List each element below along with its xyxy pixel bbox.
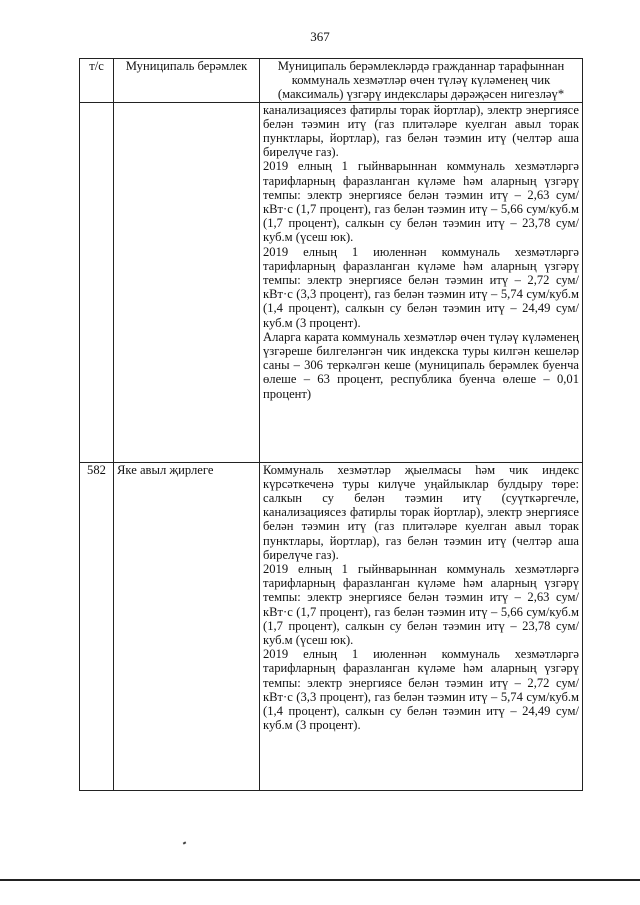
row-description <box>260 102 583 462</box>
description-paragraph: 2019 елның 1 гыйнварыннан коммуналь хезмәтләргә тарифларның фаразланган күләме һәм аларның үзгәрү темпы: электр энергиясе белән тәэмин итү – 2,63 сум/кВт·с (1,7 процент), газ белән тәэмин итү – 5,66 сум/куб.м (1,7 процент), салкын су белән тәэмин итү – 23,78 сум/куб.м (үсеш юк). <box>263 159 579 245</box>
row-index: 582 <box>80 462 114 790</box>
table-row <box>80 102 583 462</box>
row-municipality <box>114 102 260 462</box>
header-index: т/с <box>80 59 114 103</box>
page-number: 367 <box>310 29 330 44</box>
description-paragraph: Коммуналь хезмәтләр җыелмасы һәм чик индекс күрсәткеченә туры килүче уңайлыклар булдыру төре: салкын су белән тәэмин итү (суүткәргечле, канализациясез фатирлы торак йортлар), электр энергиясе белән тәэмин итү (газ плитәләре куелган авыл торак пунктлары, йортлар), газ белән тәэмин итү (челтәр аша бирелүче газ). <box>263 462 579 562</box>
description-paragraph: 2019 елның 1 гыйнварыннан коммуналь хезмәтләргә тарифларның фаразланган күләме һәм аларның үзгәрү темпы: электр энергиясе белән тәэмин итү – 2,63 сум/кВт·с (1,7 процент), газ белән тәэмин итү – 5,66 сум/куб.м (1,7 процент), салкын су белән тәэмин итү – 23,78 сум/куб.м (үсеш юк). <box>263 562 579 648</box>
description-paragraph: 2019 елның 1 июленнән коммуналь хезмәтләргә тарифларның фаразланган күләме һәм аларның үзгәрү темпы: электр энергиясе белән тәэмин итү – 2,72 сум/кВт·с (3,3 процент), газ белән тәэмин итү – 5,74 сум/куб.м (1,4 процент), салкын су белән тәэмин итү – 24,49 сум/куб.м (3 процент). <box>263 244 579 330</box>
description-paragraph: Аларга карата коммуналь хезмәтләр өчен түләү күләменең үзгәреше билгеләнгән чик индекска туры килгән кешеләр саны – 306 теркәлгән кеше (муниципаль берәмлек буенча өлеше – 63 процент, республика буенча өлеше – 0,01 процент) <box>263 329 579 401</box>
indices-table <box>79 58 583 791</box>
table-header-row <box>80 59 583 103</box>
scan-speck <box>183 841 187 844</box>
header-municipality: Муниципаль берәмлек <box>114 59 260 103</box>
scan-bottom-edge <box>0 879 640 881</box>
row-index <box>80 102 114 462</box>
row-description <box>260 462 583 790</box>
description-paragraph: канализациясез фатирлы торак йортлар), электр энергиясе белән тәэмин итү (газ плитәләре куелган авыл торак пунктлары, йортлар), газ белән тәэмин итү (челтәр аша бирелүче газ). <box>263 102 579 160</box>
header-limit-indices: Муниципаль берәмлекләрдә гражданнар тарафыннан коммуналь хезмәтләр өчен түләү күләменең чик (максималь) үзгәрү индекслары дәрәҗәсен нигезләү* <box>260 59 583 103</box>
row-municipality: Яке авыл җирлеге <box>114 462 260 790</box>
table-row <box>80 462 583 790</box>
description-paragraph: 2019 елның 1 июленнән коммуналь хезмәтләргә тарифларның фаразланган күләме һәм аларның үзгәрү темпы: электр энергиясе белән тәэмин итү – 2,72 сум/кВт·с (3,3 процент), газ белән тәэмин итү – 5,74 сум/куб.м (1,4 процент), салкын су белән тәэмин итү – 24,49 сум/куб.м (3 процент). <box>263 647 579 733</box>
